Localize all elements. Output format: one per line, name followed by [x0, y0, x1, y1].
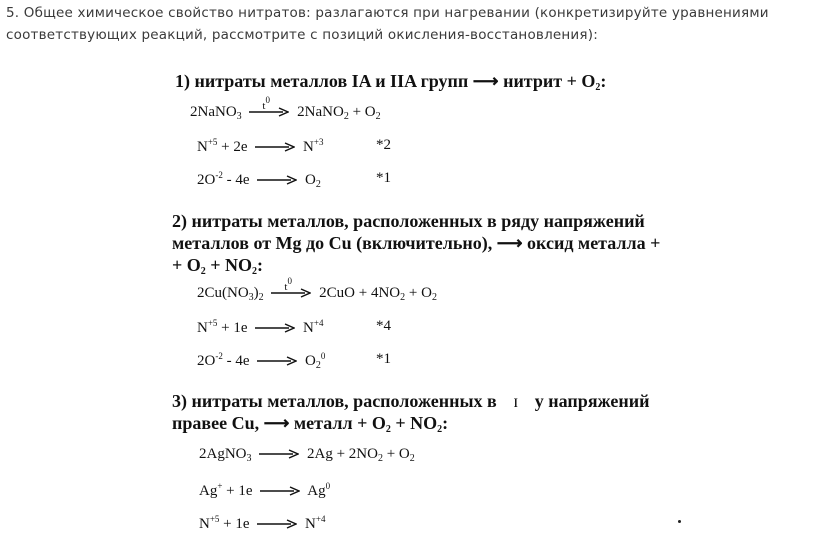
multiplier: *1: [376, 351, 391, 367]
multiplier: *1: [376, 170, 391, 186]
section1-half-reaction-2: $2O^{-2} - 4e$ $O_2$: [197, 170, 321, 190]
arrow-icon: [255, 143, 295, 153]
section3-equation: 2AgNO$_3$ $2Ag + 2NO_2 + O_2$: [199, 446, 415, 464]
section2-equation: $2Cu(NO_3)_2$ $t^0$ $2CuO + 4NO_2 + O_2$: [197, 275, 437, 303]
section3-title: 3) нитраты металлов, расположенных в ɪ у напряжений правее Cu, ⟶ металл + $O_2 + NO_2$:: [172, 391, 650, 435]
section2-title: 2) нитраты металлов, расположенных в ряду напряжений металлов от Mg до Cu (включительно), ⟶ оксид металла + + $O_2 + NO_2$:: [172, 211, 661, 277]
section3-half-reaction-2: $N^{+5} + 1e$ $N^{+4}$: [199, 514, 326, 532]
task-line-2: соответствующих реакций, рассмотрите с позиций окисления-восстановления):: [6, 27, 598, 43]
section1-title: 1) нитраты металлов IA и IIA групп ⟶ нитрит + $O_2$:: [175, 71, 607, 93]
task-line-1: 5. Общее химическое свойство нитратов: разлагаются при нагревании (конкретизируйте уравнениями: [6, 5, 769, 21]
arrow-icon: [255, 324, 295, 334]
arrow-icon: [257, 520, 297, 530]
reaction-arrow-icon: $t^0$: [249, 108, 289, 118]
multiplier: *4: [376, 318, 391, 334]
arrow-icon: [259, 450, 299, 460]
section1-half-reaction-1: $N^{+5} + 2e$ $N^{+3}$: [197, 137, 324, 155]
section3-half-reaction-1: Ag+ + 1e Ag$^0$: [199, 481, 331, 499]
multiplier: *2: [376, 137, 391, 153]
speck-mark: [678, 520, 681, 523]
section2-half-reaction-1: $N^{+5} + 1e$ $N^{+4}$: [197, 318, 324, 336]
section1-equation: 2NaNO$_3$ $t^0$ 2NaNO$_2$ + $O_2$: [190, 94, 381, 122]
arrow-icon: [257, 176, 297, 186]
section2-half-reaction-2: $2O^{-2} - 4e$ $O_2^0$: [197, 351, 326, 371]
task-statement: [6, 2, 811, 46]
arrow-icon: [257, 357, 297, 367]
reaction-arrow-icon: $t^0$: [271, 289, 311, 299]
arrow-icon: [260, 487, 300, 497]
